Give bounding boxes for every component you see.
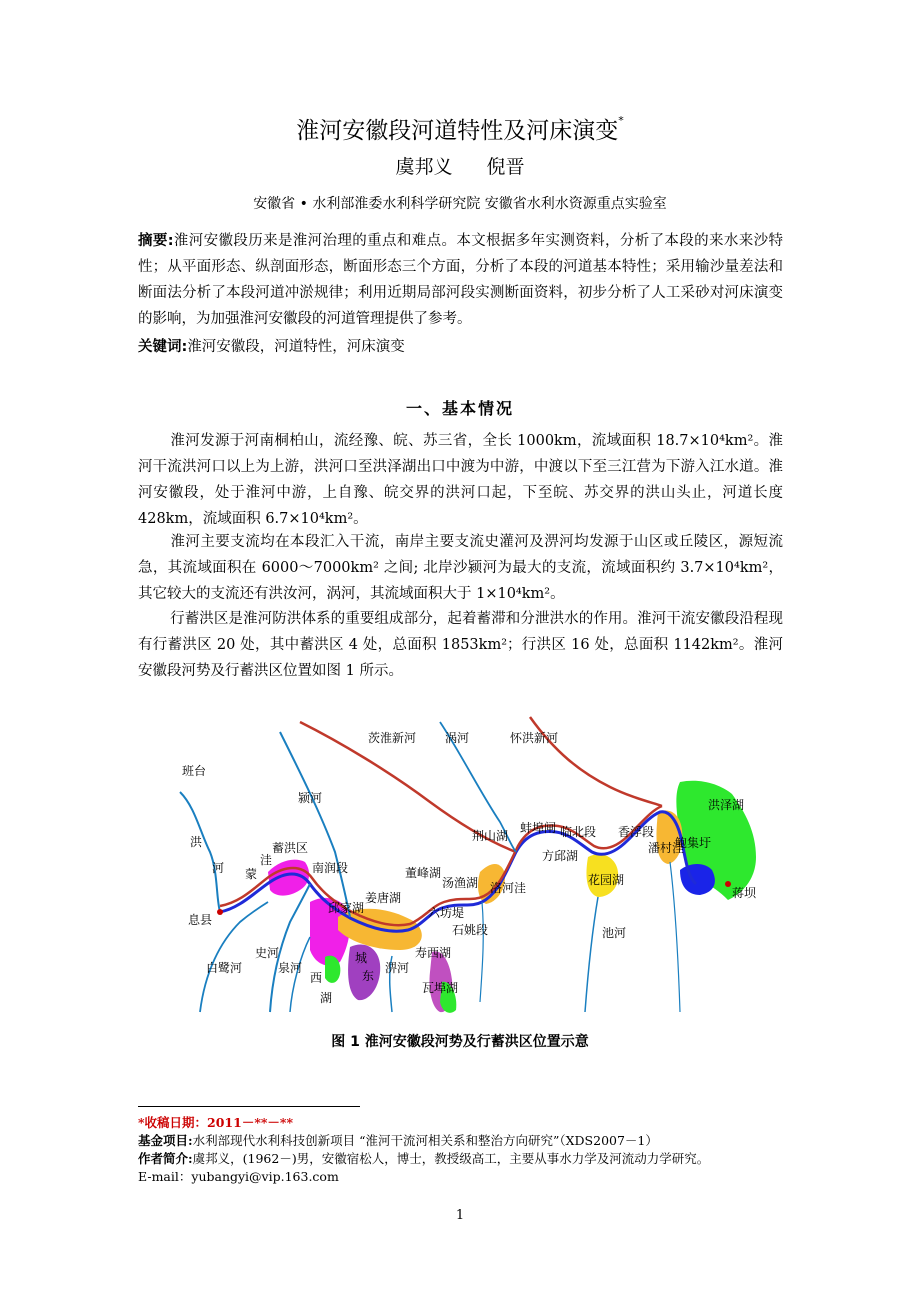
keywords-text: 淮河安徽段，河道特性，河床演变 xyxy=(187,339,405,355)
map-label: 鲍集圩 xyxy=(675,836,712,850)
tributary-hong-he xyxy=(180,792,220,912)
map-label: 石姚段 xyxy=(452,923,489,937)
map-label: 池河 xyxy=(602,926,627,940)
author-list xyxy=(0,152,920,179)
location-dot xyxy=(217,909,223,915)
map-label: 息县 xyxy=(188,913,213,927)
map-label: 湖 xyxy=(320,991,333,1005)
abstract-text: 淮河安徽段历来是淮河治理的重点和难点。本文根据多年实测资料，分析了本段的来水来沙特性；从平面形态、纵剖面形态，断面形态三个方面，分析了本段的河道基本特性；采用输沙量差法和断面法分析了本段河道冲淤规律；利用近期局部河段实测断面资料，初步分析了人工采砂对河床演变的影响，为加强淮河安徽段的河道管理提供了参考。 xyxy=(138,233,783,327)
map-label: 西 xyxy=(310,971,323,985)
map-label: 蒙 xyxy=(245,867,258,881)
affiliation: 安徽省 • 水利部淮委水利科学研究院 安徽省水利水资源重点实验室 xyxy=(253,196,667,212)
map-label: 蓄洪区 xyxy=(272,841,309,855)
abstract xyxy=(138,228,783,332)
map-label: 怀洪新河 xyxy=(510,731,559,745)
map-label: 淠河 xyxy=(385,961,410,975)
body-paragraph: 行蓄洪区是淮河防洪体系的重要组成部分，起着蓄滞和分泄洪水的作用。淮河干流安徽段沿程现有行蓄洪区 20 处，其中蓄洪区 4 处，总面积 1853km²；行洪区 16 处，总面积 1142km²。淮河安徽段河势及行蓄洪区位置如图 1 所示。 xyxy=(138,611,783,679)
received-date: *收稿日期：2011－**－** xyxy=(138,1115,293,1130)
map-label: 东 xyxy=(362,969,375,983)
map-label: 城 xyxy=(355,951,368,965)
email-line: E-mail：yubangyi@vip.163.com xyxy=(138,1169,339,1184)
author-name: 倪晋 xyxy=(486,156,525,178)
map-label: 蒋坝 xyxy=(732,886,757,900)
map-label: 六坊堤 xyxy=(428,906,465,920)
map-label: 泉河 xyxy=(278,961,303,975)
abstract-label: 摘要: xyxy=(138,233,174,249)
hongze-lake-blue xyxy=(680,864,715,895)
section-heading: 一、基本情况 xyxy=(405,399,514,418)
tributary-chi-he xyxy=(585,897,598,1012)
map-label: 白鹭河 xyxy=(206,961,243,975)
footnotes xyxy=(138,1114,798,1186)
tributary-luo-he xyxy=(480,902,483,1002)
map-label: 南润段 xyxy=(312,861,349,875)
keywords-label: 关键词: xyxy=(138,339,188,355)
map-label: 颍河 xyxy=(298,791,323,805)
map-label: 河 xyxy=(212,861,225,875)
footnote-divider xyxy=(138,1106,360,1107)
tributary-east xyxy=(670,862,680,1012)
map-label: 董峰湖 xyxy=(405,866,442,880)
map-label: 邱家湖 xyxy=(328,901,365,915)
location-dot xyxy=(725,881,731,887)
figure-caption: 图 1 淮河安徽段河势及行蓄洪区位置示意 xyxy=(331,1034,589,1050)
map-label: 班台 xyxy=(182,764,207,778)
page-number: 1 xyxy=(455,1208,465,1223)
map-label: 茨淮新河 xyxy=(368,731,417,745)
author-bio-line: 作者简介:虞邦义，(1962－)男，安徽宿松人，博士，教授级高工，主要从事水力学及河流动力学研究。 xyxy=(138,1151,710,1166)
body-paragraph: 淮河发源于河南桐柏山，流经豫、皖、苏三省，全长 1000km，流域面积 18.7×10⁴km²。淮河干流洪河口以上为上游，洪河口至洪泽湖出口中渡为中游，中渡以下至三江营为下游入江水道。淮河安徽段，处于淮河中游，上自豫、皖交界的洪河口起，下至皖、苏交界的洪山头止，河道长度 428km，流域面积 6.7×10⁴km²。 xyxy=(138,433,783,527)
map-label: 洛河洼 xyxy=(490,881,527,895)
river-map-figure xyxy=(160,712,760,1020)
map-label: 寿西湖 xyxy=(415,946,452,960)
map-label: 方邱湖 xyxy=(542,849,579,863)
body-paragraph: 淮河主要支流均在本段汇入干流，南岸主要支流史灌河及淠河均发源于山区或丘陵区，源短流急，其流域面积在 6000～7000km² 之间; 北岸沙颍河为最大的支流，流域面积约 3.7×10⁴km²，其它较大的支流还有洪汝河，涡河，其流域面积大于 1×10⁴km²。 xyxy=(138,534,783,602)
keywords xyxy=(138,334,783,360)
map-label: 瓦埠湖 xyxy=(422,981,459,995)
map-label: 香浮段 xyxy=(618,825,655,839)
map-label: 荆山湖 xyxy=(472,829,509,843)
map-label: 洪泽湖 xyxy=(708,798,745,812)
map-label: 洪 xyxy=(190,835,203,849)
author-name: 虞邦义 xyxy=(395,156,453,178)
fund-line: 基金项目:水利部现代水利科技创新项目 “淮河干流河相关系和整治方向研究”（XDS2007－1） xyxy=(138,1133,658,1148)
paper-title: 淮河安徽段河道特性及河床演变* xyxy=(296,114,624,144)
map-label: 花园湖 xyxy=(588,873,625,887)
map-label: 潘村洼 xyxy=(648,841,685,855)
map-label: 涡河 xyxy=(445,731,470,745)
map-label: 史河 xyxy=(255,946,280,960)
map-label: 汤渔湖 xyxy=(442,876,479,890)
title-footnote-mark: * xyxy=(618,114,624,127)
map-label: 姜唐湖 xyxy=(365,891,402,905)
map-label: 临北段 xyxy=(560,825,597,839)
map-label: 洼 xyxy=(260,853,273,867)
map-label: 蚌埠闸 xyxy=(520,821,557,835)
